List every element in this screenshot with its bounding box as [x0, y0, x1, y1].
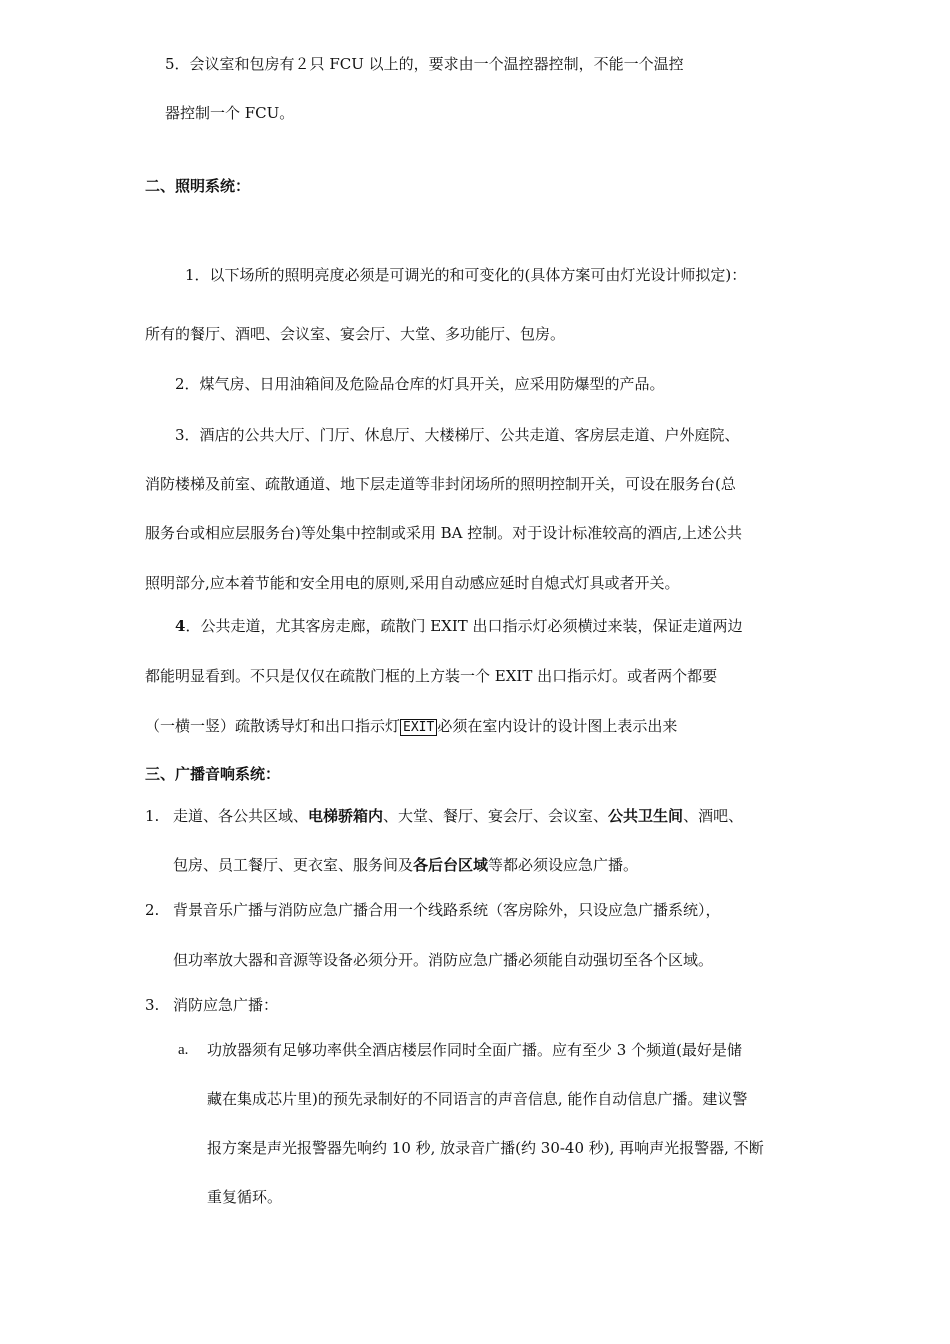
lighting-item-4-line-1: [175, 616, 743, 636]
paragraph-5-line-2: 器控制一个 FCU。: [165, 104, 295, 122]
lighting-item-3-line-4: 照明部分,应本着节能和安全用电的原则,采用自动感应延时自熄式灯具或者开关。: [145, 574, 680, 592]
text-run: 、大堂、餐厅、宴会厅、会议室、: [383, 807, 609, 825]
text-run: 、酒吧、: [683, 807, 744, 825]
broadcast-item-1-number: 1.: [145, 807, 160, 825]
lighting-item-2: 2．煤气房、日用油箱间及危险品仓库的灯具开关，应采用防爆型的产品。: [175, 375, 665, 393]
lighting-item-4-line-3-pre: （一横一竖）疏散诱导灯和出口指示灯: [145, 717, 401, 735]
text-run: 走道、各公共区域、: [173, 807, 309, 825]
lighting-item-4-line-3: [145, 716, 677, 738]
broadcast-item-3: 消防应急广播：: [173, 996, 279, 1014]
section-heading-broadcast: 三、广播音响系统：: [145, 765, 281, 783]
sub-item-a-line-4: 重复循环。: [207, 1188, 283, 1206]
text-run: 包房、员工餐厅、更衣室、服务间及: [173, 856, 414, 874]
exit-sign-label: EXIT: [400, 719, 437, 736]
lighting-item-1-line-1: 1．以下场所的照明亮度必须是可调光的和可变化的(具体方案可由灯光设计师拟定)：: [185, 266, 747, 284]
sub-item-a-line-2: 藏在集成芯片里)的预先录制好的不同语言的声音信息, 能作自动信息广播。建议警: [207, 1090, 748, 1108]
lighting-item-3-line-3: 服务台或相应层服务台)等处集中控制或采用 BA 控制。对于设计标准较高的酒店,上述公共: [145, 524, 743, 542]
lighting-item-4-number: 4: [175, 617, 186, 635]
bold-run-elevator: 电梯骄箱内: [308, 807, 384, 825]
sub-item-a-line-3: 报方案是声光报警器先响约 10 秒, 放录音广播(约 30-40 秒), 再响声光报警器, 不断: [207, 1139, 764, 1157]
bold-run-backstage: 各后台区域: [413, 856, 489, 874]
section-heading-lighting: 二、照明系统：: [145, 177, 251, 195]
broadcast-item-2-number: 2.: [145, 901, 160, 919]
lighting-item-4-line-2: 都能明显看到。不只是仅仅在疏散门框的上方装一个 EXIT 出口指示灯。或者两个都要: [145, 667, 718, 685]
lighting-item-4-line-3-post: 必须在室内设计的设计图上表示出来: [437, 717, 678, 735]
sub-item-a-number: a.: [178, 1042, 189, 1058]
broadcast-item-2-line-2: 但功率放大器和音源等设备必须分开。消防应急广播必须能自动强切至各个区域。: [173, 951, 714, 969]
broadcast-item-1-line-2: [173, 855, 638, 875]
broadcast-item-2-line-1: 背景音乐广播与消防应急广播合用一个线路系统（客房除外，只设应急广播系统），: [173, 901, 721, 919]
lighting-item-3-line-2: 消防楼梯及前室、疏散通道、地下层走道等非封闭场所的照明控制开关，可设在服务台(总: [145, 475, 736, 493]
lighting-item-1-line-2: 所有的餐厅、酒吧、会议室、宴会厅、大堂、多功能厅、包房。: [145, 325, 566, 343]
paragraph-5-line-1: 5．会议室和包房有２只 FCU 以上的，要求由一个温控器控制，不能一个温控: [165, 55, 684, 73]
text-run: 等都必须设应急广播。: [488, 856, 639, 874]
broadcast-item-3-number: 3.: [145, 996, 160, 1014]
broadcast-item-1-line-1: [173, 806, 743, 826]
bold-run-restroom: 公共卫生间: [608, 807, 684, 825]
sub-item-a-line-1: 功放器须有足够功率供全酒店楼层作同时全面广播。应有至少 3 个频道(最好是储: [207, 1041, 742, 1059]
lighting-item-4-text: ．公共走道，尤其客房走廊，疏散门 EXIT 出口指示灯必须横过来装，保证走道两边: [185, 617, 743, 635]
lighting-item-3-line-1: 3．酒店的公共大厅、门厅、休息厅、大楼梯厅、公共走道、客房层走道、户外庭院、: [175, 426, 740, 444]
